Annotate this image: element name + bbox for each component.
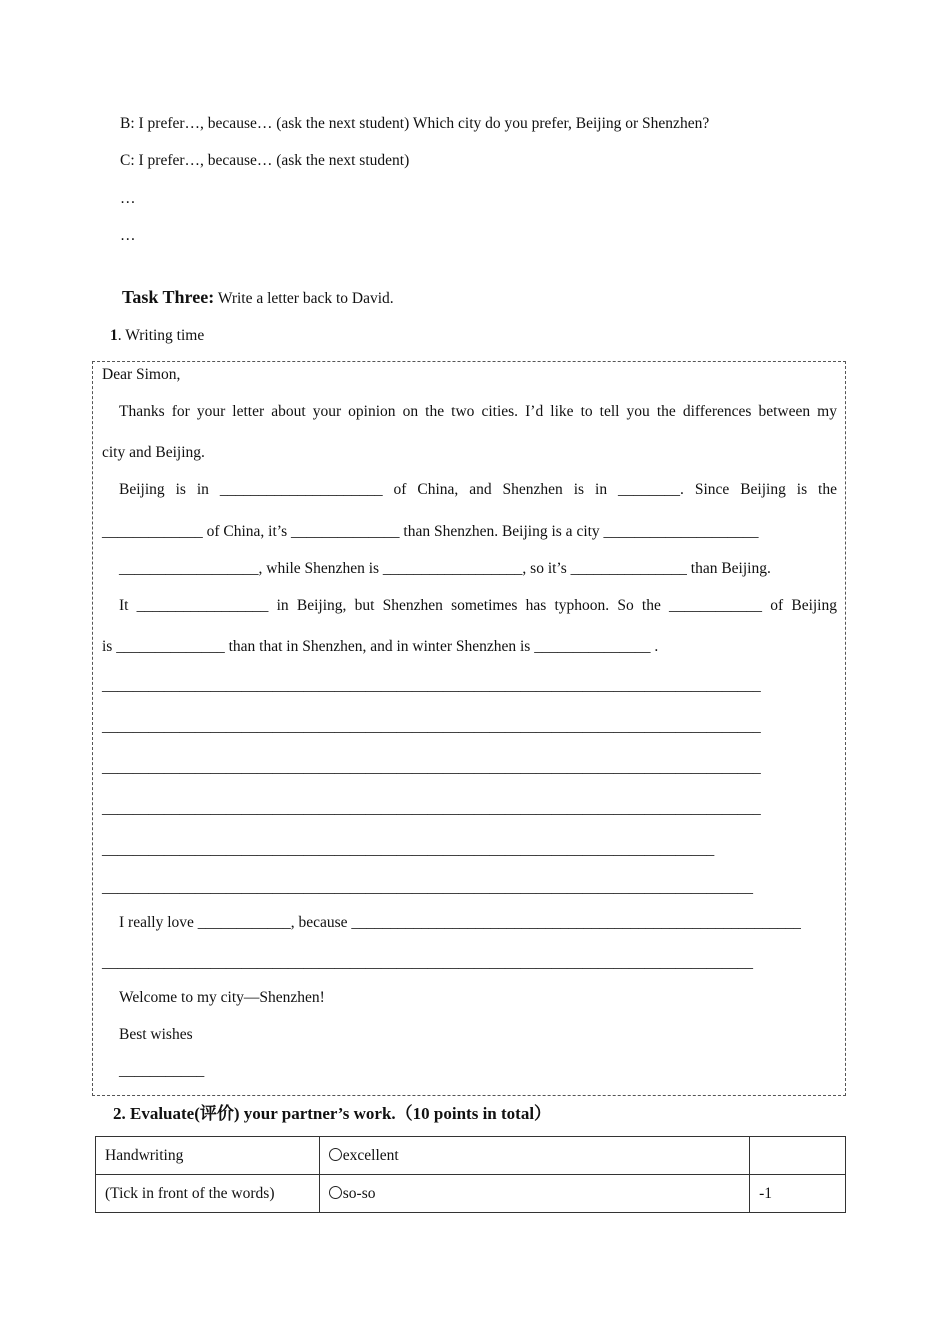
evaluation-table (95, 1136, 846, 1213)
letter-paragraph-line: __________________, while Shenzhen is __________________, so it’s _______________ than Beijing. (119, 560, 771, 577)
letter-closing: Best wishes (119, 1026, 193, 1043)
dialogue-line-b: B: I prefer…, because… (ask the next student) Which city do you prefer, Beijing or Shenzhen? (120, 115, 710, 132)
letter-salutation: Dear Simon, (102, 366, 181, 383)
tick-circle-icon[interactable] (329, 1186, 342, 1199)
letter-intro-line: Thanks for your letter about your opinion on the two cities. I’d like to tell you the differences between my (119, 403, 837, 420)
dialogue-line-c: C: I prefer…, because… (ask the next student) (120, 152, 410, 169)
letter-writing-box (92, 361, 846, 1096)
letter-paragraph-line: _____________ of China, it’s ______________ than Shenzhen. Beijing is a city ____________________ (102, 523, 759, 540)
letter-welcome: Welcome to my city—Shenzhen! (119, 989, 325, 1006)
writing-time-label: . Writing time (117, 327, 205, 344)
writing-time-number: 1 (110, 327, 118, 344)
option-label: so-so (342, 1184, 376, 1202)
writing-blank-line[interactable]: _______________________________________________________________________________ (102, 841, 715, 858)
writing-blank-line[interactable]: _____________________________________________________________________________________ (102, 677, 761, 694)
task-three-heading (122, 287, 394, 308)
evaluate-title: 2. Evaluate(评价) your partner’s work.（10 points in total） (113, 1104, 552, 1123)
table-row (96, 1137, 846, 1175)
task-three-title: Task Three: (122, 287, 215, 307)
letter-paragraph-line: is ______________ than that in Shenzhen, and in winter Shenzhen is _______________ . (102, 638, 659, 655)
table-row (96, 1175, 846, 1213)
dialogue-ellipsis: … (120, 227, 136, 244)
letter-signature-blank[interactable]: ___________ (119, 1062, 205, 1079)
writing-blank-line[interactable]: ____________________________________________________________________________________ (102, 879, 753, 896)
option-cell[interactable] (319, 1137, 749, 1175)
writing-blank-line[interactable]: _____________________________________________________________________________________ (102, 759, 761, 776)
tick-circle-icon[interactable] (329, 1148, 342, 1161)
letter-paragraph-line: Beijing is in _____________________ of China, and Shenzhen is in ________. Since Beijing is the (119, 481, 837, 498)
writing-blank-line[interactable]: _____________________________________________________________________________________ (102, 800, 761, 817)
dialogue-ellipsis: … (120, 190, 136, 207)
option-label: excellent (342, 1146, 399, 1164)
option-cell[interactable] (319, 1175, 749, 1213)
writing-blank-line[interactable]: ____________________________________________________________________________________ (102, 954, 753, 971)
letter-intro-line: city and Beijing. (102, 444, 205, 461)
criterion-cell: Handwriting (96, 1137, 320, 1175)
writing-blank-line[interactable]: _____________________________________________________________________________________ (102, 718, 761, 735)
score-cell: -1 (750, 1175, 846, 1213)
criterion-note-cell: (Tick in front of the words) (96, 1175, 320, 1213)
writing-time-heading (110, 327, 204, 345)
task-three-instruction: Write a letter back to David. (217, 290, 394, 307)
score-cell (750, 1137, 846, 1175)
letter-love-line: I really love ____________, because __________________________________________________________ (119, 914, 801, 931)
letter-paragraph-line: It _________________ in Beijing, but Shenzhen sometimes has typhoon. So the ____________ of Beijing (119, 597, 837, 614)
